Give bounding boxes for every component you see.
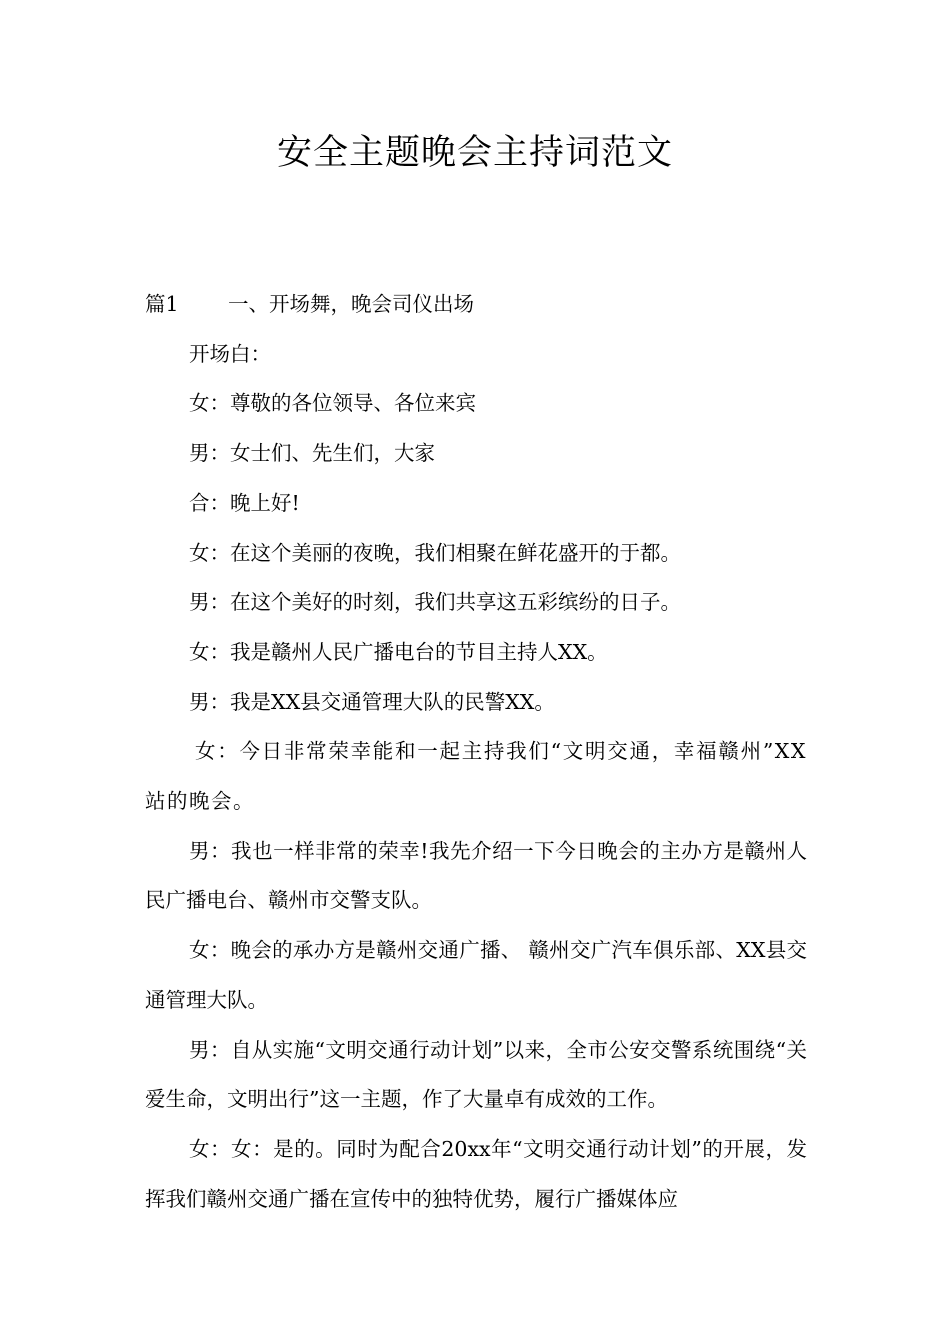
paragraph: 女：晚会的承办方是赣州交通广播、 赣州交广汽车俱乐部、XX县交通管理大队。 (145, 938, 807, 1012)
section-label: 篇1 (145, 292, 179, 316)
paragraph: 男：自从实施“文明交通行动计划”以来，全市公安交警系统围绕“关爱生命，文明出行”这一主题，作了大量卓有成效的工作。 (145, 1037, 807, 1112)
paragraph: 开场白： (189, 341, 271, 366)
document-title: 安全主题晚会主持词范文 (276, 133, 673, 173)
paragraph: 合：晚上好! (189, 490, 300, 515)
document-body (145, 280, 807, 1224)
paragraph: 男：我是XX县交通管理大队的民警XX。 (189, 689, 555, 714)
paragraph: 女：今日非常荣幸能和一起主持我们“文明交通，幸福赣州”XX站的晚会。 (145, 739, 807, 814)
paragraph: 女：尊敬的各位领导、各位来宾 (189, 391, 476, 416)
paragraph: 男：在这个美好的时刻，我们共享这五彩缤纷的日子。 (189, 590, 681, 615)
paragraph: 男：女士们、先生们，大家 (189, 441, 435, 466)
paragraph: 女：在这个美丽的夜晚，我们相聚在鲜花盛开的于都。 (189, 540, 681, 565)
section-heading: 一、开场舞，晚会司仪出场 (228, 292, 474, 316)
paragraph: 男：我也一样非常的荣幸!我先介绍一下今日晚会的主办方是赣州人民广播电台、赣州市交警支队。 (145, 838, 807, 913)
paragraph: 女：女：是的。同时为配合20xx年“文明交通行动计划”的开展，发挥我们赣州交通广播在宣传中的独特优势，履行广播媒体应 (145, 1136, 807, 1211)
paragraph: 女：我是赣州人民广播电台的节目主持人XX。 (189, 639, 608, 664)
section-heading-line (145, 280, 807, 330)
